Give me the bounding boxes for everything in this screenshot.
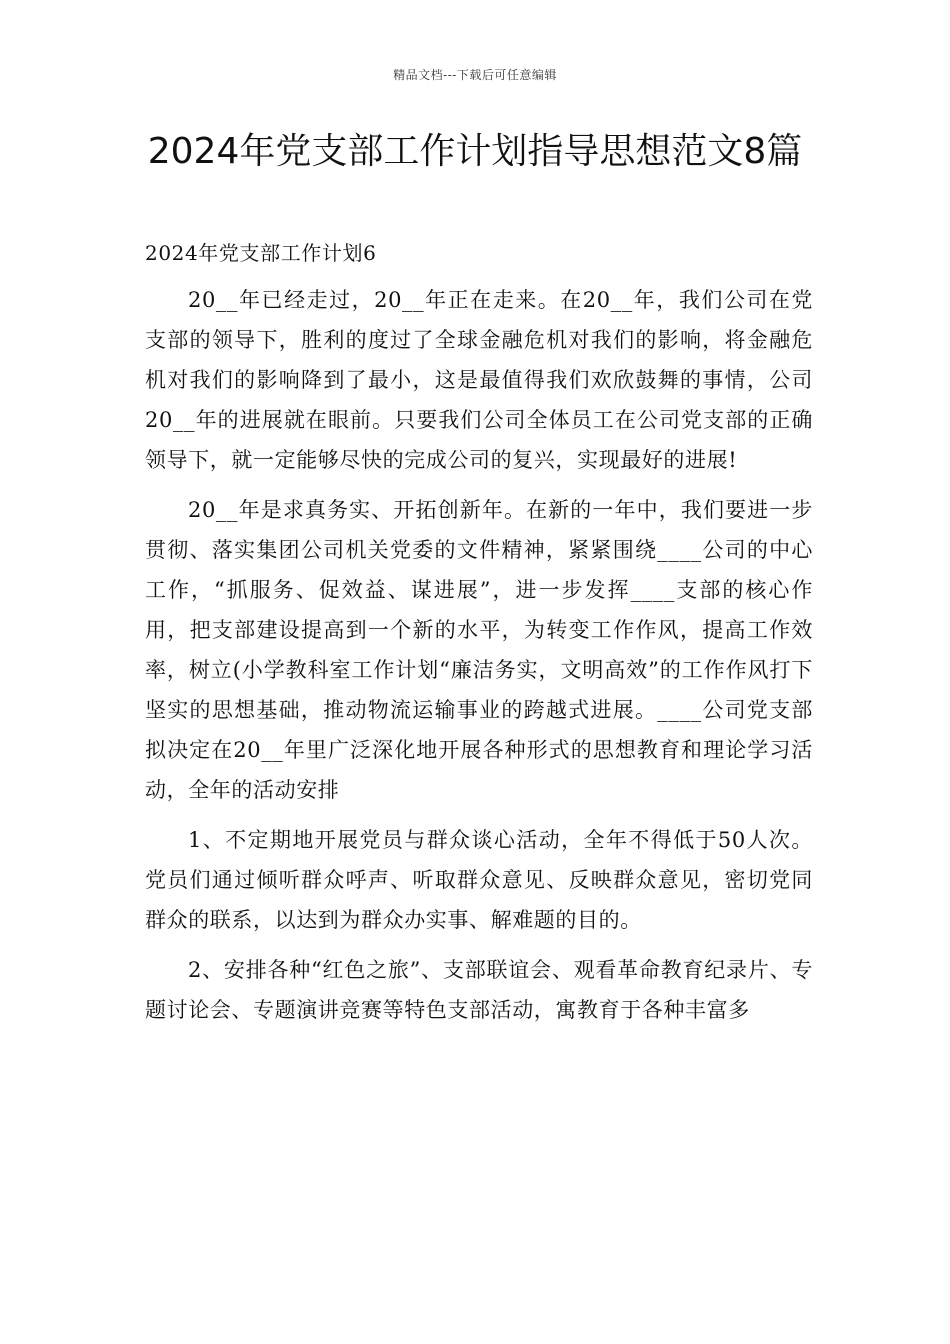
paragraph-item-2: 2、安排各种“红色之旅”、支部联谊会、观看革命教育纪录片、专题讨论会、专题演讲竞赛等特色支部活动，寓教育于各种丰富多 [145,958,813,1022]
document-title: 2024年党支部工作计划指导思想范文8篇 [147,131,803,172]
paragraph-guiding-thought: 20__年是求真务实、开拓创新年。在新的一年中，我们要进一步贯彻、落实集团公司机关党委的文件精神，紧紧围绕____公司的中心工作，“抓服务、促效益、谋进展”，进一步发挥____支部的核心作用，把支部建设提高到一个新的水平，为转变工作作风，提高工作效率，树立(小学教科室工作计划“廉洁务实，文明高效”的工作作风打下坚实的思想基础，推动物流运输事业的跨越式进展。____公司党支部拟决定在20__年里广泛深化地开展各种形式的思想教育和理论学习活动，全年的活动安排 [145,498,813,802]
paragraph-intro: 20__年已经走过，20__年正在走来。在20__年，我们公司在党支部的领导下，胜利的度过了全球金融危机对我们的影响，将金融危机对我们的影响降到了最小，这是最值得我们欢欣鼓舞的事情，公司20__年的进展就在眼前。只要我们公司全体员工在公司党支部的正确领导下，就一定能够尽快的完成公司的复兴，实现最好的进展! [145,288,813,472]
document-body [145,237,813,1040]
paragraph-item-1: 1、不定期地开展党员与群众谈心活动，全年不得低于50人次。党员们通过倾听群众呼声、听取群众意见、反映群众意见，密切党同群众的联系，以达到为群众办实事、解难题的目的。 [145,828,813,932]
section-subtitle: 2024年党支部工作计划6 [145,241,377,265]
header-note: 精品文档---下载后可任意编辑 [393,68,557,82]
